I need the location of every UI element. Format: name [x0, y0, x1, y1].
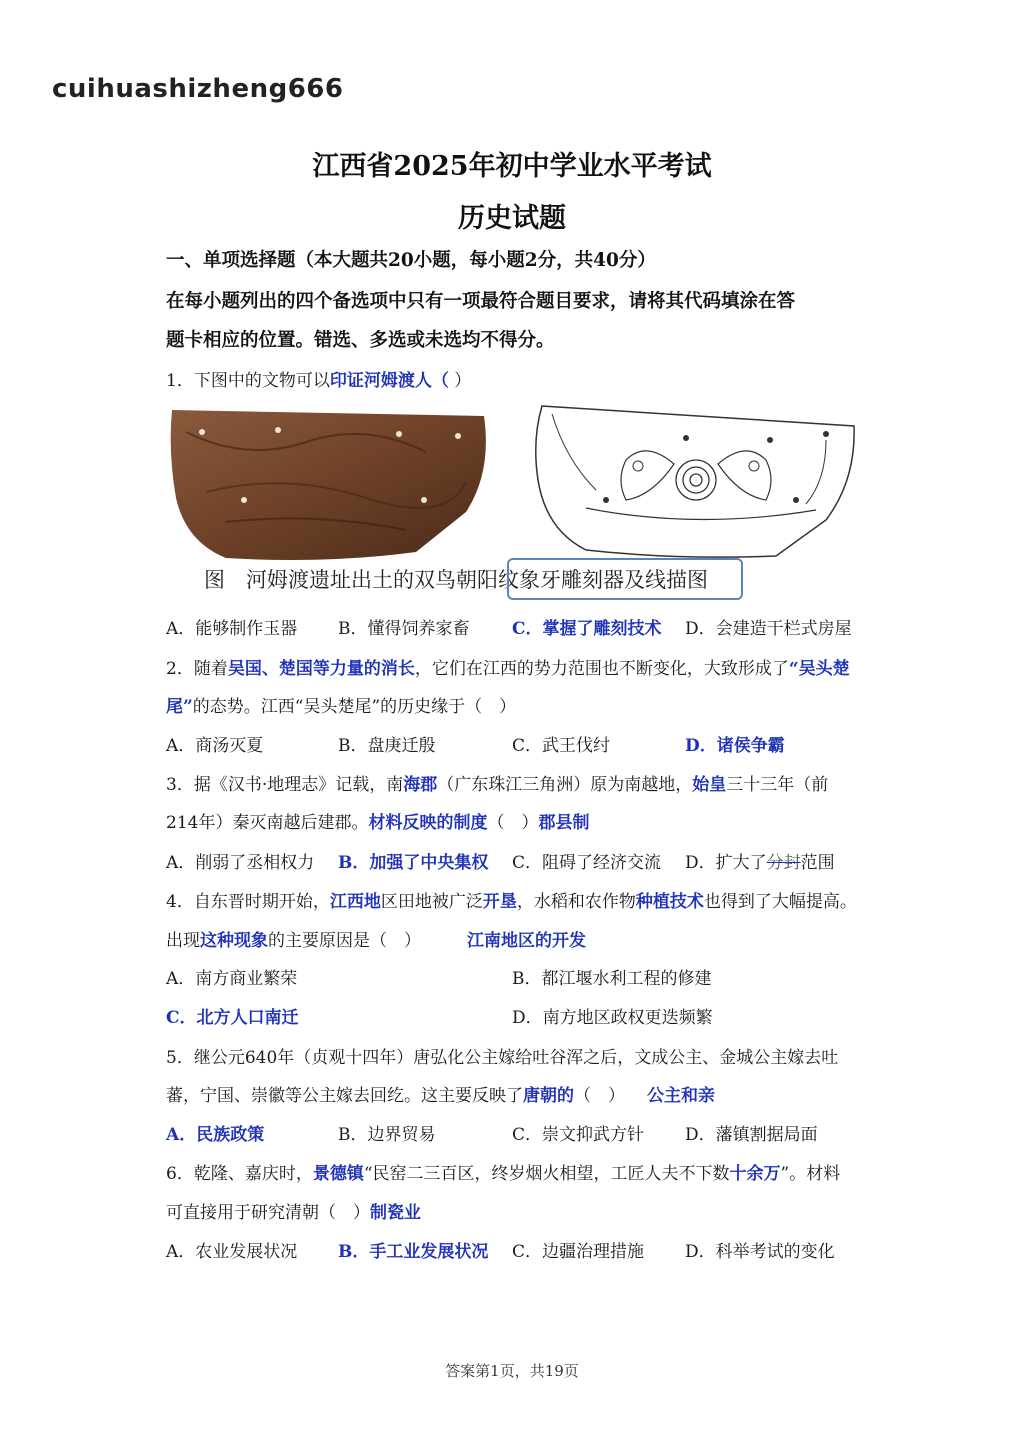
caption-highlight-box: [507, 558, 743, 600]
q5-option-d: D．藩镇割据局面: [685, 1125, 818, 1145]
ivory-carving-line-drawing: [526, 400, 862, 560]
q4-stem-line2: 出现这种现象的主要原因是（ ） 江南地区的开发: [166, 931, 586, 951]
q3-stem-line1: 3．据《汉书·地理志》记载，南海郡（广东珠江三角洲）原为南越地，始皇三十三年（前: [166, 775, 829, 795]
q1-option-d: D．会建造干栏式房屋: [685, 619, 852, 639]
q6-option-c: C．边疆治理措施: [512, 1242, 645, 1262]
q4-option-d: D．南方地区政权更迭频繁: [512, 1008, 713, 1028]
q6-stem-line1: 6．乾隆、嘉庆时，景德镇“民窑二三百区，终岁烟火相望，工匠人夫不下数十余万”。材料: [166, 1164, 841, 1184]
q4-option-a: A．南方商业繁荣: [166, 969, 298, 989]
q4-option-b: B．都江堰水利工程的修建: [512, 969, 712, 989]
q2-option-b: B．盘庚迁殷: [338, 736, 436, 756]
q5-stem-line1: 5．继公元640年（贞观十四年）唐弘化公主嫁给吐谷浑之后，文成公主、金城公主嫁去吐: [166, 1048, 839, 1068]
page-footer: 答案第1页，共19页: [445, 1362, 579, 1380]
q6-option-b: B．手工业发展状况: [338, 1242, 489, 1262]
exam-subtitle: 历史试题: [458, 203, 566, 234]
q5-stem-line2: 蕃，宁国、崇徽等公主嫁去回纥。这主要反映了唐朝的（ ） 公主和亲: [166, 1086, 715, 1106]
q2-option-d: D．诸侯争霸: [685, 736, 785, 756]
q2-option-a: A．商汤灭夏: [166, 736, 264, 756]
q6-option-a: A．农业发展状况: [166, 1242, 298, 1262]
q2-stem-line1: 2．随着吴国、楚国等力量的消长，它们在江西的势力范围也不断变化，大致形成了“吴头楚: [166, 659, 850, 679]
q2-option-c: C．武王伐纣: [512, 736, 611, 756]
q1-stem: 1．下图中的文物可以印证河姆渡人（ ）: [166, 371, 472, 391]
section-instruction-2: 题卡相应的位置。错选、多选或未选均不得分。: [166, 330, 555, 351]
q3-option-a: A．削弱了丞相权力: [166, 853, 315, 873]
watermark: cuihuashizheng666: [52, 74, 344, 104]
ivory-carving-photo: [166, 402, 492, 566]
q6-option-d: D．科举考试的变化: [685, 1242, 835, 1262]
exam-title: 江西省2025年初中学业水平考试: [312, 151, 712, 182]
q3-option-d: D．扩大了分封范围: [685, 853, 835, 873]
q1-option-b: B．懂得饲养家畜: [338, 619, 470, 639]
q2-stem-line2: 尾”的态势。江西“吴头楚尾”的历史缘于（ ）: [166, 697, 517, 717]
q1-option-a: A．能够制作玉器: [166, 619, 298, 639]
q4-option-c: C．北方人口南迁: [166, 1008, 299, 1028]
q3-stem-line2: 214年）秦灭南越后建郡。材料反映的制度（ ）郡县制: [166, 813, 590, 833]
figure-caption: 图 河姆渡遗址出土的双鸟朝阳纹象牙雕刻器及线描图: [204, 568, 708, 592]
q6-stem-line2: 可直接用于研究清朝（ ）制瓷业: [166, 1203, 421, 1223]
q3-option-b: B．加强了中央集权: [338, 853, 489, 873]
q1-option-c: C．掌握了雕刻技术: [512, 619, 662, 639]
q5-option-b: B．边界贸易: [338, 1125, 436, 1145]
q3-option-c: C．阻碍了经济交流: [512, 853, 662, 873]
section-heading: 一、单项选择题（本大题共20小题，每小题2分，共40分）: [166, 250, 656, 271]
q4-stem-line1: 4．自东晋时期开始，江西地区田地被广泛开垦，水稻和农作物种植技术也得到了大幅提高。: [166, 892, 857, 912]
section-instruction-1: 在每小题列出的四个备选项中只有一项最符合题目要求，请将其代码填涂在答: [166, 291, 796, 312]
q5-option-c: C．崇文抑武方针: [512, 1125, 645, 1145]
q5-option-a: A．民族政策: [166, 1125, 265, 1145]
